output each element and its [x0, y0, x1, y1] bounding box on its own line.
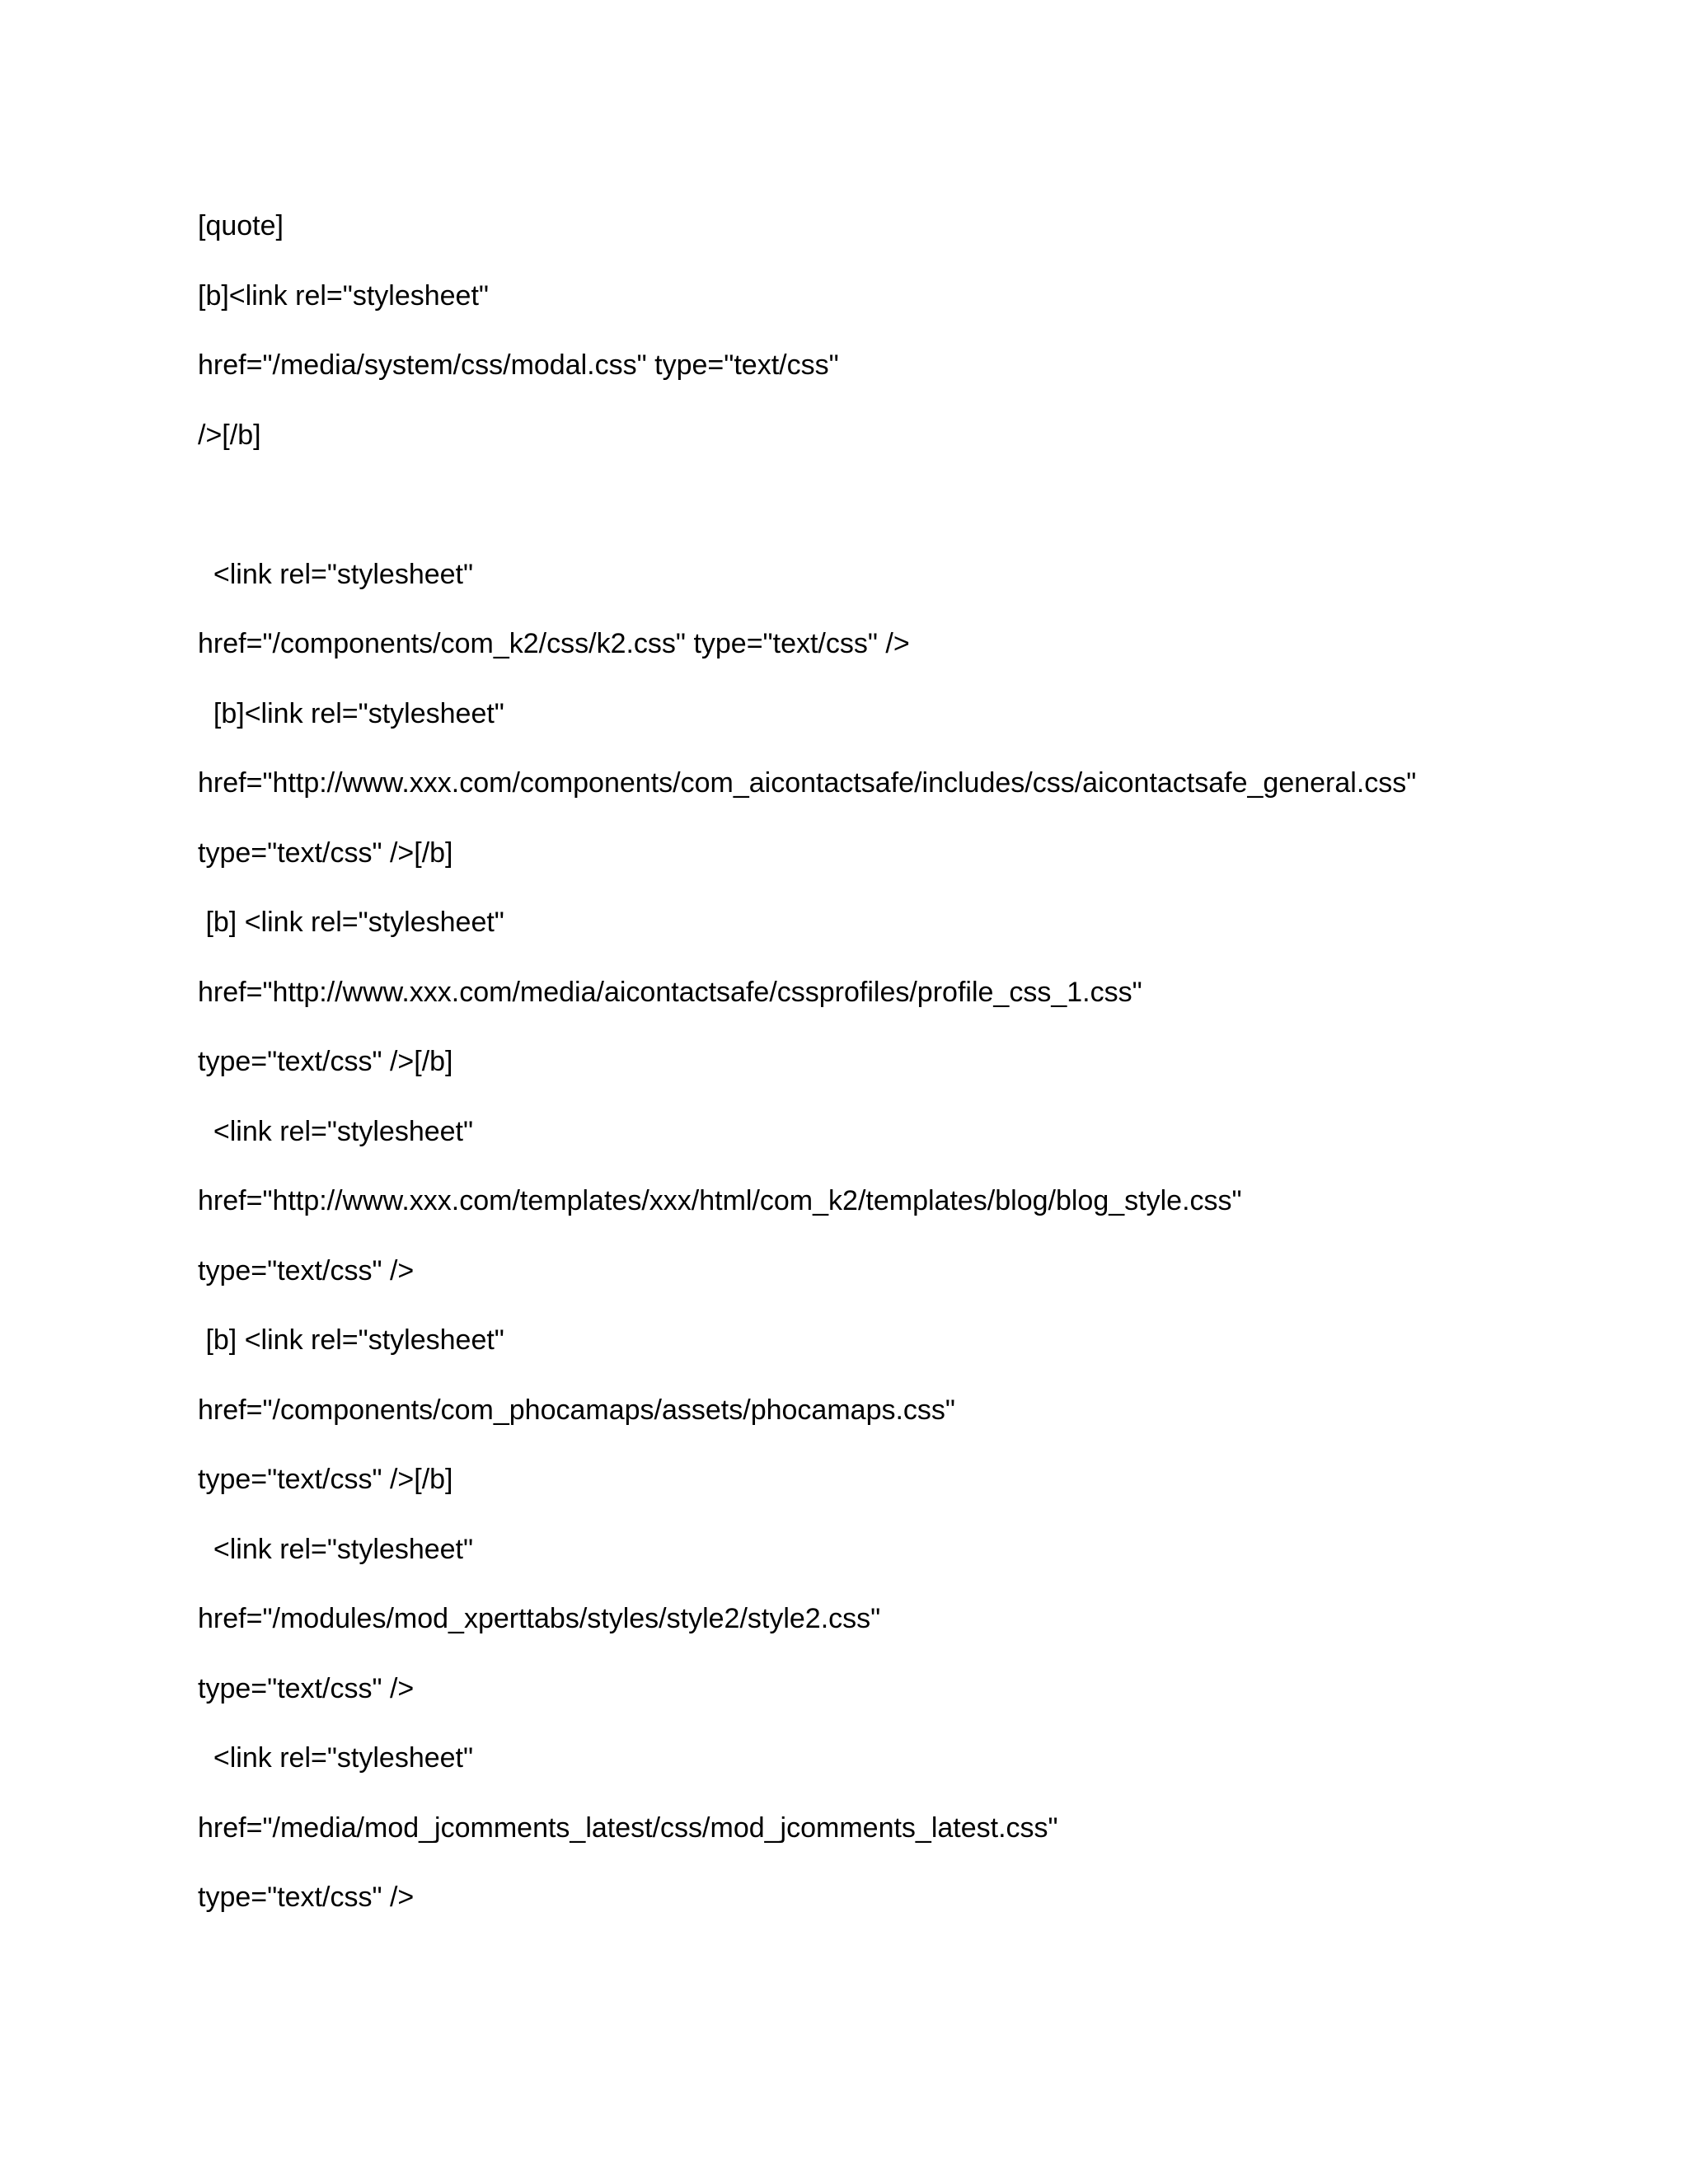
- text-line: href="http://www.xxx.com/media/aicontactsafe/cssprofiles/profile_css_1.css": [198, 976, 1142, 1008]
- text-line: [b]<link rel="stylesheet": [198, 697, 504, 729]
- text-line: href="/components/com_phocamaps/assets/phocamaps.css": [198, 1394, 955, 1426]
- text-line: href="/modules/mod_xperttabs/styles/style2/style2.css": [198, 1603, 881, 1634]
- text-line: type="text/css" />: [198, 1254, 415, 1286]
- text-line: [quote]: [198, 210, 284, 241]
- text-line: <link rel="stylesheet": [198, 1533, 474, 1565]
- text-line: href="/media/system/css/modal.css" type="text/css": [198, 349, 839, 381]
- text-line: />[/b]: [198, 419, 261, 451]
- text-line: [b] <link rel="stylesheet": [198, 907, 504, 938]
- text-line: type="text/css" />[/b]: [198, 1046, 453, 1077]
- text-line: href="http://www.xxx.com/components/com_aicontactsafe/includes/css/aicontactsafe_general.css": [198, 767, 1417, 799]
- text-line: <link rel="stylesheet": [198, 558, 474, 590]
- document-body: [198, 191, 1599, 1933]
- text-line: type="text/css" />[/b]: [198, 1464, 453, 1495]
- blank-line: [198, 470, 1599, 540]
- text-line: <link rel="stylesheet": [198, 1115, 474, 1147]
- text-line: [b] <link rel="stylesheet": [198, 1324, 504, 1356]
- text-line: [b]<link rel="stylesheet": [198, 279, 489, 312]
- text-line: href="http://www.xxx.com/templates/xxx/html/com_k2/templates/blog/blog_style.css": [198, 1185, 1242, 1216]
- text-line: type="text/css" />: [198, 1882, 415, 1913]
- text-line: <link rel="stylesheet": [198, 1742, 474, 1774]
- text-line: type="text/css" />: [198, 1672, 415, 1704]
- text-line: href="/components/com_k2/css/k2.css" type="text/css" />: [198, 628, 910, 659]
- text-line: type="text/css" />[/b]: [198, 837, 453, 869]
- text-line: href="/media/mod_jcomments_latest/css/mod_jcomments_latest.css": [198, 1811, 1058, 1844]
